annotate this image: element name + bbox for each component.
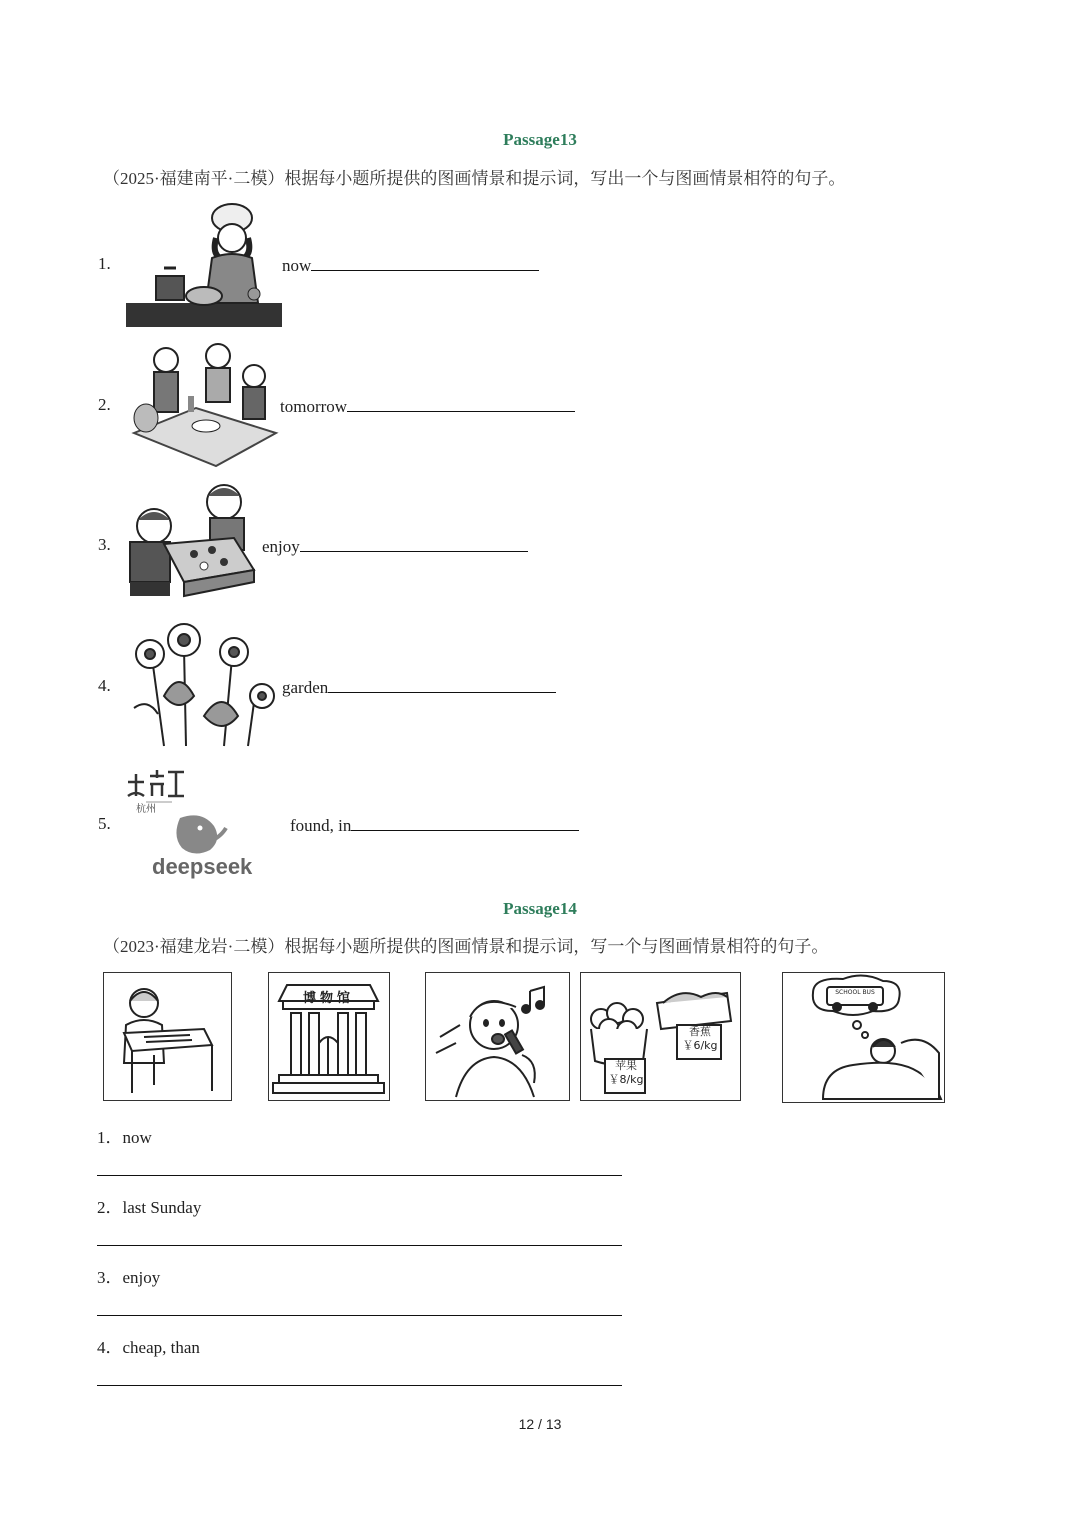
answer-line[interactable] [97,1385,622,1386]
bananas-label: 香蕉 [689,1025,711,1038]
apples-price: ￥8/kg [608,1073,644,1086]
page-number: 12 / 13 [518,1416,562,1432]
picture-museum [268,972,390,1101]
answer-line[interactable] [97,1315,622,1316]
answer-blank[interactable] [347,395,575,412]
hint-word: garden [282,678,329,697]
playing-chess-illustration [124,478,262,604]
answer-blank[interactable] [311,254,539,271]
question-label: 3．enjoy [97,1268,161,1287]
item-hint-row [282,676,556,698]
answer-line[interactable] [97,1175,622,1176]
item-number: 4. [98,676,111,695]
question-label: 2．last Sunday [97,1198,202,1217]
item-hint-row [262,535,528,557]
item-hint-row [282,254,539,276]
bananas-price-tag [677,1025,723,1053]
item-number: 1. [98,254,111,273]
flowers-illustration [124,618,282,750]
apples-price-tag [605,1059,647,1087]
question-label: 4．cheap, than [97,1338,200,1357]
hangzhou-logo-label: 杭州 [136,804,156,815]
answer-line[interactable] [97,1245,622,1246]
deepseek-logo [150,812,262,880]
item-hint-row [280,395,575,417]
school-bus-sign: SCHOOL BUS [835,989,875,996]
hint-word: enjoy [262,537,300,556]
cooking-woman-illustration [124,198,284,328]
question-label: 1．now [97,1128,152,1147]
museum-sign: 博物馆 [302,991,354,1006]
bananas-price: ￥6/kg [682,1039,718,1052]
passage13-instruction: （2025·福建南平·二模）根据每小题所提供的图画情景和提示词，写出一个与图画情景相符的句子。 [103,169,846,188]
item-number: 2. [98,395,111,414]
item-hint-row [290,814,579,836]
passage13-title: Passage13 [503,130,577,149]
apples-label: 苹果 [615,1059,637,1072]
picture-reading-girl [103,972,232,1101]
picture-singing-boy [425,972,570,1101]
passage14-title: Passage14 [503,899,577,918]
item-number: 3. [98,535,111,554]
answer-blank[interactable] [351,814,579,831]
hint-word: found, in [290,816,352,835]
answer-blank[interactable] [328,676,556,693]
hint-word: tomorrow [280,397,348,416]
hangzhou-logo [124,766,188,814]
item-number: 5. [98,814,111,833]
hint-word: now [282,256,312,275]
deepseek-wordmark: deepseek [152,854,253,879]
picture-fruit-prices [580,972,741,1101]
picture-dreaming-bus [782,972,945,1103]
answer-blank[interactable] [300,535,528,552]
passage14-instruction: （2023·福建龙岩·二模）根据每小题所提供的图画情景和提示词，写一个与图画情景相符的句子。 [103,937,829,956]
picnic-illustration [126,338,280,470]
